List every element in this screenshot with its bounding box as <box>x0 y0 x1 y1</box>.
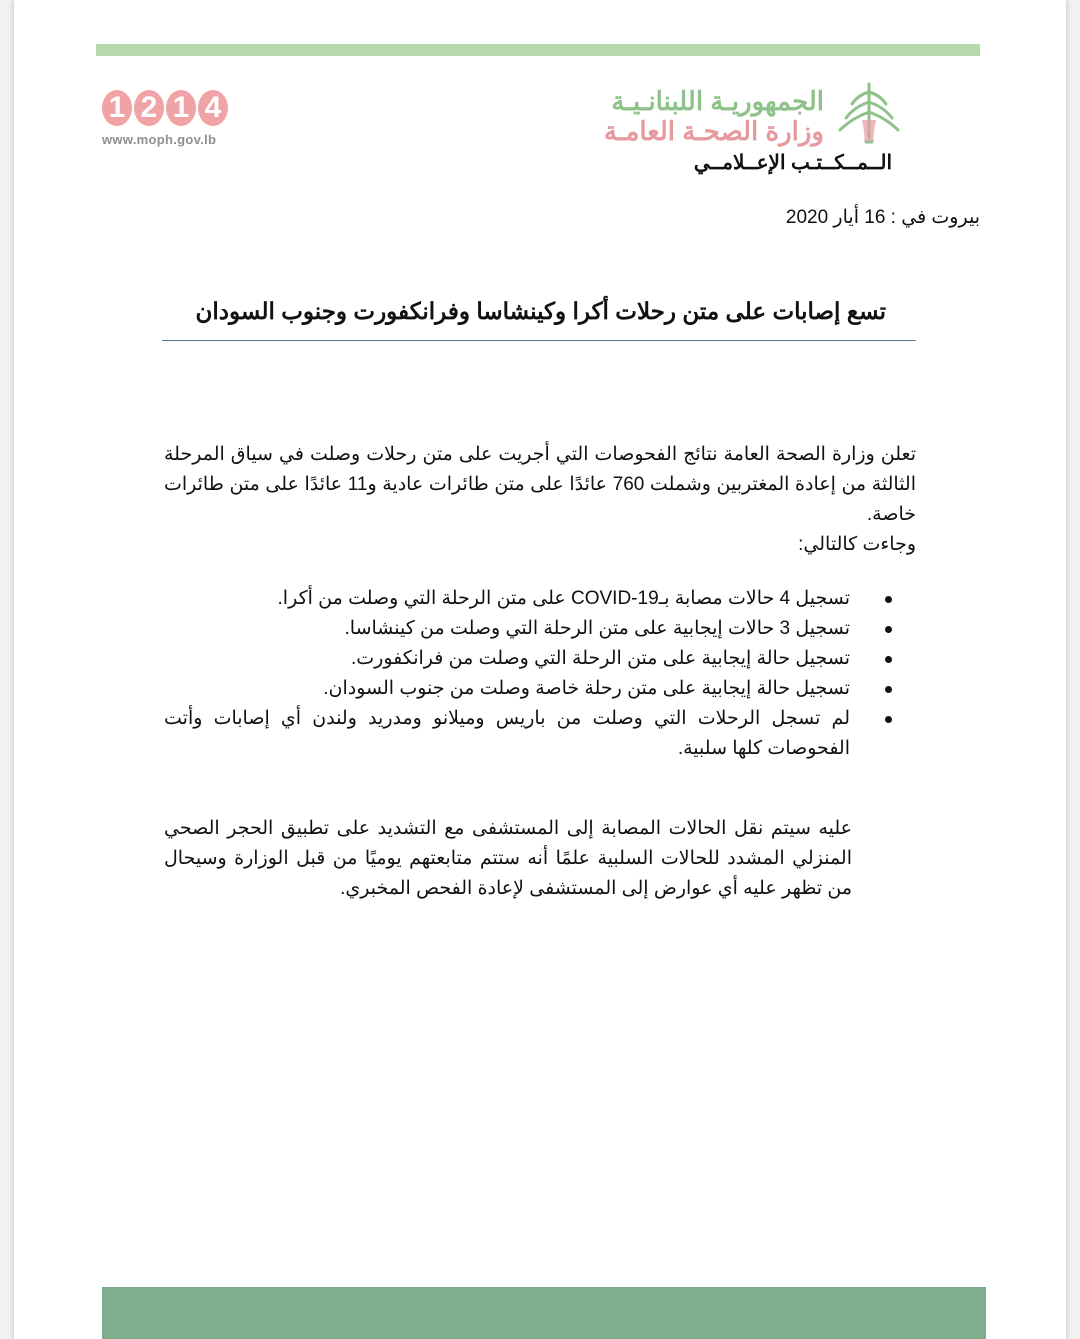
hotline-number <box>102 90 252 126</box>
list-item-text: لم تسجل الرحلات التي وصلت من باريس وميلانو ومدريد ولندن أي إصابات وأتت الفحوصات كلها سلبية. <box>164 708 850 759</box>
cedar-logo-icon <box>834 78 904 148</box>
ministry-website: www.moph.gov.lb <box>102 132 217 147</box>
document-page <box>14 0 1066 1339</box>
republic-name: الجمهوريـة اللبنانـيـة <box>611 86 824 116</box>
list-item <box>164 584 916 614</box>
header-green-bar <box>96 44 980 56</box>
press-office-label: الــمــكــتـب الإعــلامــي <box>693 152 892 174</box>
intro-text: تعلن وزارة الصحة العامة نتائج الفحوصات التي أجريت على متن رحلات وصلت في سياق المرحلة الثالثة من إعادة المغتربين وشملت 760 عائدًا على متن طائرات عادية و11 عائدًا على متن طائرات خاصة. <box>164 444 917 525</box>
list-item-text: تسجيل حالة إيجابية على متن رحلة خاصة وصلت من جنوب السودان. <box>323 678 850 699</box>
list-item <box>164 614 916 644</box>
list-item-text: تسجيل 3 حالات إيجابية على متن الرحلة التي وصلت من كينشاسا. <box>344 618 850 639</box>
hotline-digit: 1 <box>166 90 196 126</box>
list-item <box>164 704 916 764</box>
bullet-icon <box>885 686 892 693</box>
list-item <box>164 674 916 704</box>
intro-paragraph <box>164 440 916 560</box>
intro-lead: وجاءت كالتالي: <box>798 534 916 555</box>
title-block <box>162 292 916 341</box>
footer-green-bar <box>102 1287 986 1339</box>
bullet-icon <box>885 626 892 633</box>
ministry-name: وزارة الصحـة العامـة <box>603 116 824 146</box>
bullet-icon <box>885 596 892 603</box>
document-date: بيروت في : 16 أيار 2020 <box>785 207 980 228</box>
hotline-digit: 2 <box>134 90 164 126</box>
ministry-letterhead <box>574 78 904 178</box>
bullet-icon <box>885 656 892 663</box>
list-item <box>164 644 916 674</box>
document-title: تسع إصابات على متن رحلات أكرا وكينشاسا وفرانكفورت وجنوب السودان <box>195 298 886 324</box>
hotline-digit: 4 <box>198 90 228 126</box>
list-item-text: تسجيل حالة إيجابية على متن الرحلة التي وصلت من فرانكفورت. <box>350 648 850 669</box>
bullet-icon <box>885 716 892 723</box>
list-item-text: تسجيل 4 حالات مصابة بـCOVID-19 على متن الرحلة التي وصلت من أكرا. <box>277 588 850 609</box>
results-list <box>164 584 916 764</box>
closing-paragraph: عليه سيتم نقل الحالات المصابة إلى المستشفى مع التشديد على تطبيق الحجر الصحي المنزلي المشدد للحالات السلبية علمًا أنه ستتم متابعتهم يوميًا من قبل الوزارة وسيحال من تظهر عليه أي عوارض إلى المستشفى لإعادة الفحص المخبري. <box>164 818 852 899</box>
hotline-logo <box>102 90 252 147</box>
hotline-digit: 1 <box>102 90 132 126</box>
